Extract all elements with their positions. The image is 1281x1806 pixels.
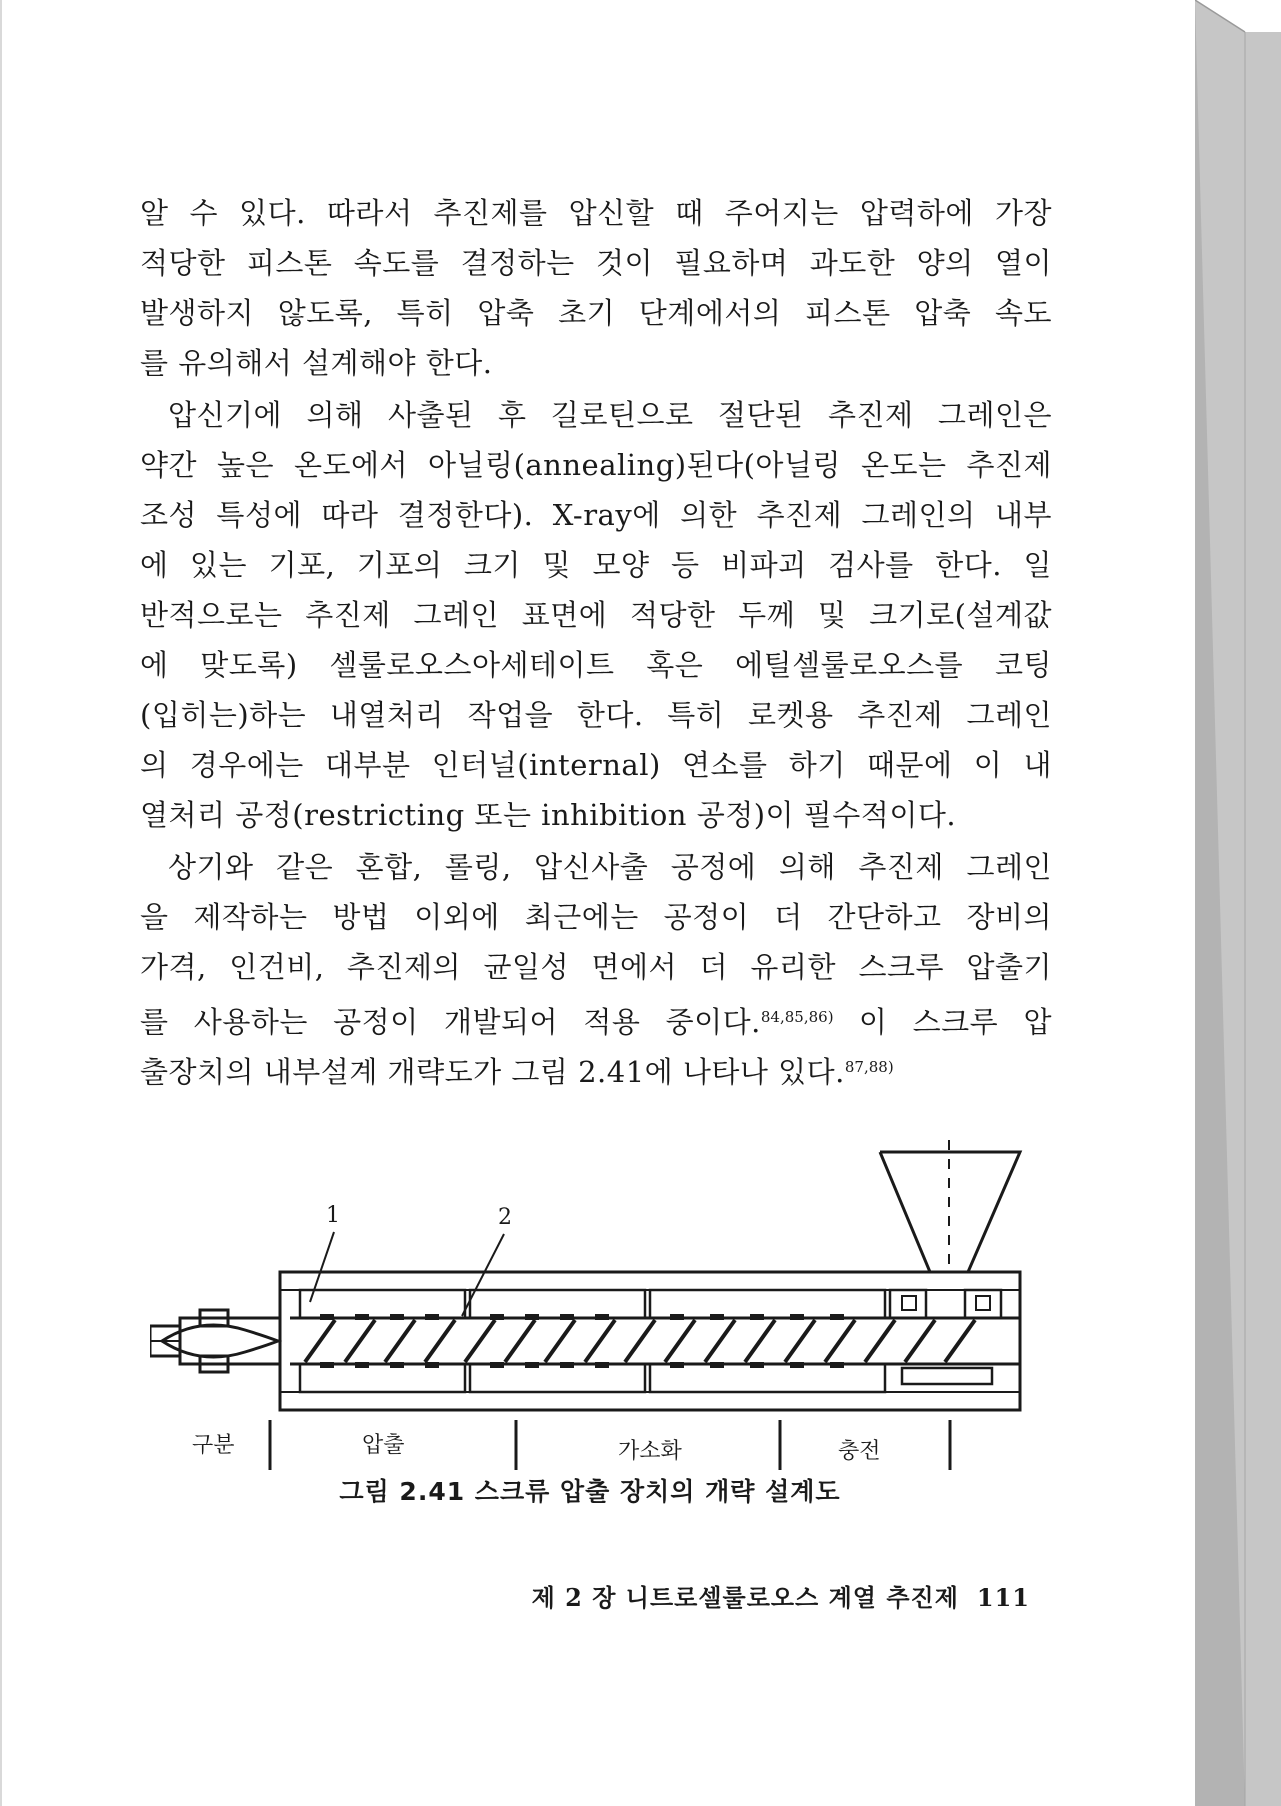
paragraph-3 [140, 842, 1052, 1092]
text-line: 반적으로는 추진제 그레인 표면에 적당한 두께 및 크기로(설계값 [140, 598, 1052, 632]
figure-caption: 그림 2.41 스크류 압출 장치의 개략 설계도 [339, 1477, 841, 1506]
text-segment: 이 스크루 압 [833, 1005, 1052, 1039]
callout-2: 2 [498, 1205, 512, 1230]
screw-extruder-diagram [150, 1140, 1030, 1520]
text-line: 알 수 있다. 따라서 추진제를 압신할 때 주어지는 압력하에 가장 [140, 196, 1052, 230]
text-segment: 출장치의 내부설계 개략도가 그림 2.41에 나타나 있다. [140, 1055, 845, 1089]
callout-1: 1 [326, 1203, 340, 1228]
text-line: 에 맞도록) 셀룰로오스아세테이트 혹은 에틸셀룰로오스를 코팅 [140, 648, 1052, 682]
text-line: 약간 높은 온도에서 아닐링(annealing)된다(아닐링 온도는 추진제 [140, 448, 1052, 482]
section-label-division: 구분 [192, 1433, 235, 1458]
extrusion-die [150, 1310, 280, 1372]
book-thickness [1195, 0, 1281, 1806]
reference-superscript: 84,85,86) [760, 1008, 834, 1026]
text-line: 적당한 피스톤 속도를 결정하는 것이 필요하며 과도한 양의 열이 [140, 246, 1052, 280]
text-line: 의 경우에는 대부분 인터널(internal) 연소를 하기 때문에 이 내 [140, 748, 1052, 782]
page-footer [490, 1578, 1030, 1613]
text-line-with-reference [140, 1042, 1052, 1092]
chapter-title: 제 2 장 니트로셀룰로오스 계열 추진제 [531, 1583, 959, 1612]
screw-flights [305, 1320, 975, 1362]
text-segment: 를 사용하는 공정이 개발되어 적용 중이다. [140, 1005, 761, 1039]
barrel [280, 1272, 1020, 1410]
section-label-gasification: 가소화 [618, 1439, 682, 1464]
reference-superscript: 87,88) [844, 1058, 894, 1076]
screw-extruder-figure [150, 1140, 1030, 1520]
text-line: 가격, 인건비, 추진제의 균일성 면에서 더 유리한 스크루 압출기 [140, 950, 1052, 984]
text-line-with-reference [140, 992, 1052, 1042]
text-line: (입히는)하는 내열처리 작업을 한다. 특히 로켓용 추진제 그레인 [140, 698, 1052, 732]
text-line: 를 유의해서 설계해야 한다. [140, 346, 493, 380]
callout-leaders [310, 1232, 504, 1316]
text-line: 을 제작하는 방법 이외에 최근에는 공정이 더 간단하고 장비의 [140, 900, 1052, 934]
text-line: 에 있는 기포, 기포의 크기 및 모양 등 비파괴 검사를 한다. 일 [140, 548, 1052, 582]
text-line: 열처리 공정(restricting 또는 inhibition 공정)이 필수적이다. [140, 798, 957, 832]
paragraph-2 [140, 390, 1052, 840]
text-line: 상기와 같은 혼합, 롤링, 압신사출 공정에 의해 추진제 그레인 [168, 850, 1052, 884]
text-line: 발생하지 않도록, 특히 압축 초기 단계에서의 피스톤 압축 속도 [140, 296, 1052, 330]
section-label-filling: 충전 [838, 1439, 881, 1464]
hopper [880, 1140, 1020, 1272]
text-line: 압신기에 의해 사출된 후 길로틴으로 절단된 추진제 그레인은 [168, 398, 1052, 432]
page-number: 111 [976, 1583, 1030, 1612]
text-line: 조성 특성에 따라 결정한다). X-ray에 의한 추진제 그레인의 내부 [140, 498, 1052, 532]
body-text [140, 188, 1052, 1094]
paragraph-1 [140, 188, 1052, 388]
section-label-extrusion: 압출 [362, 1433, 405, 1458]
